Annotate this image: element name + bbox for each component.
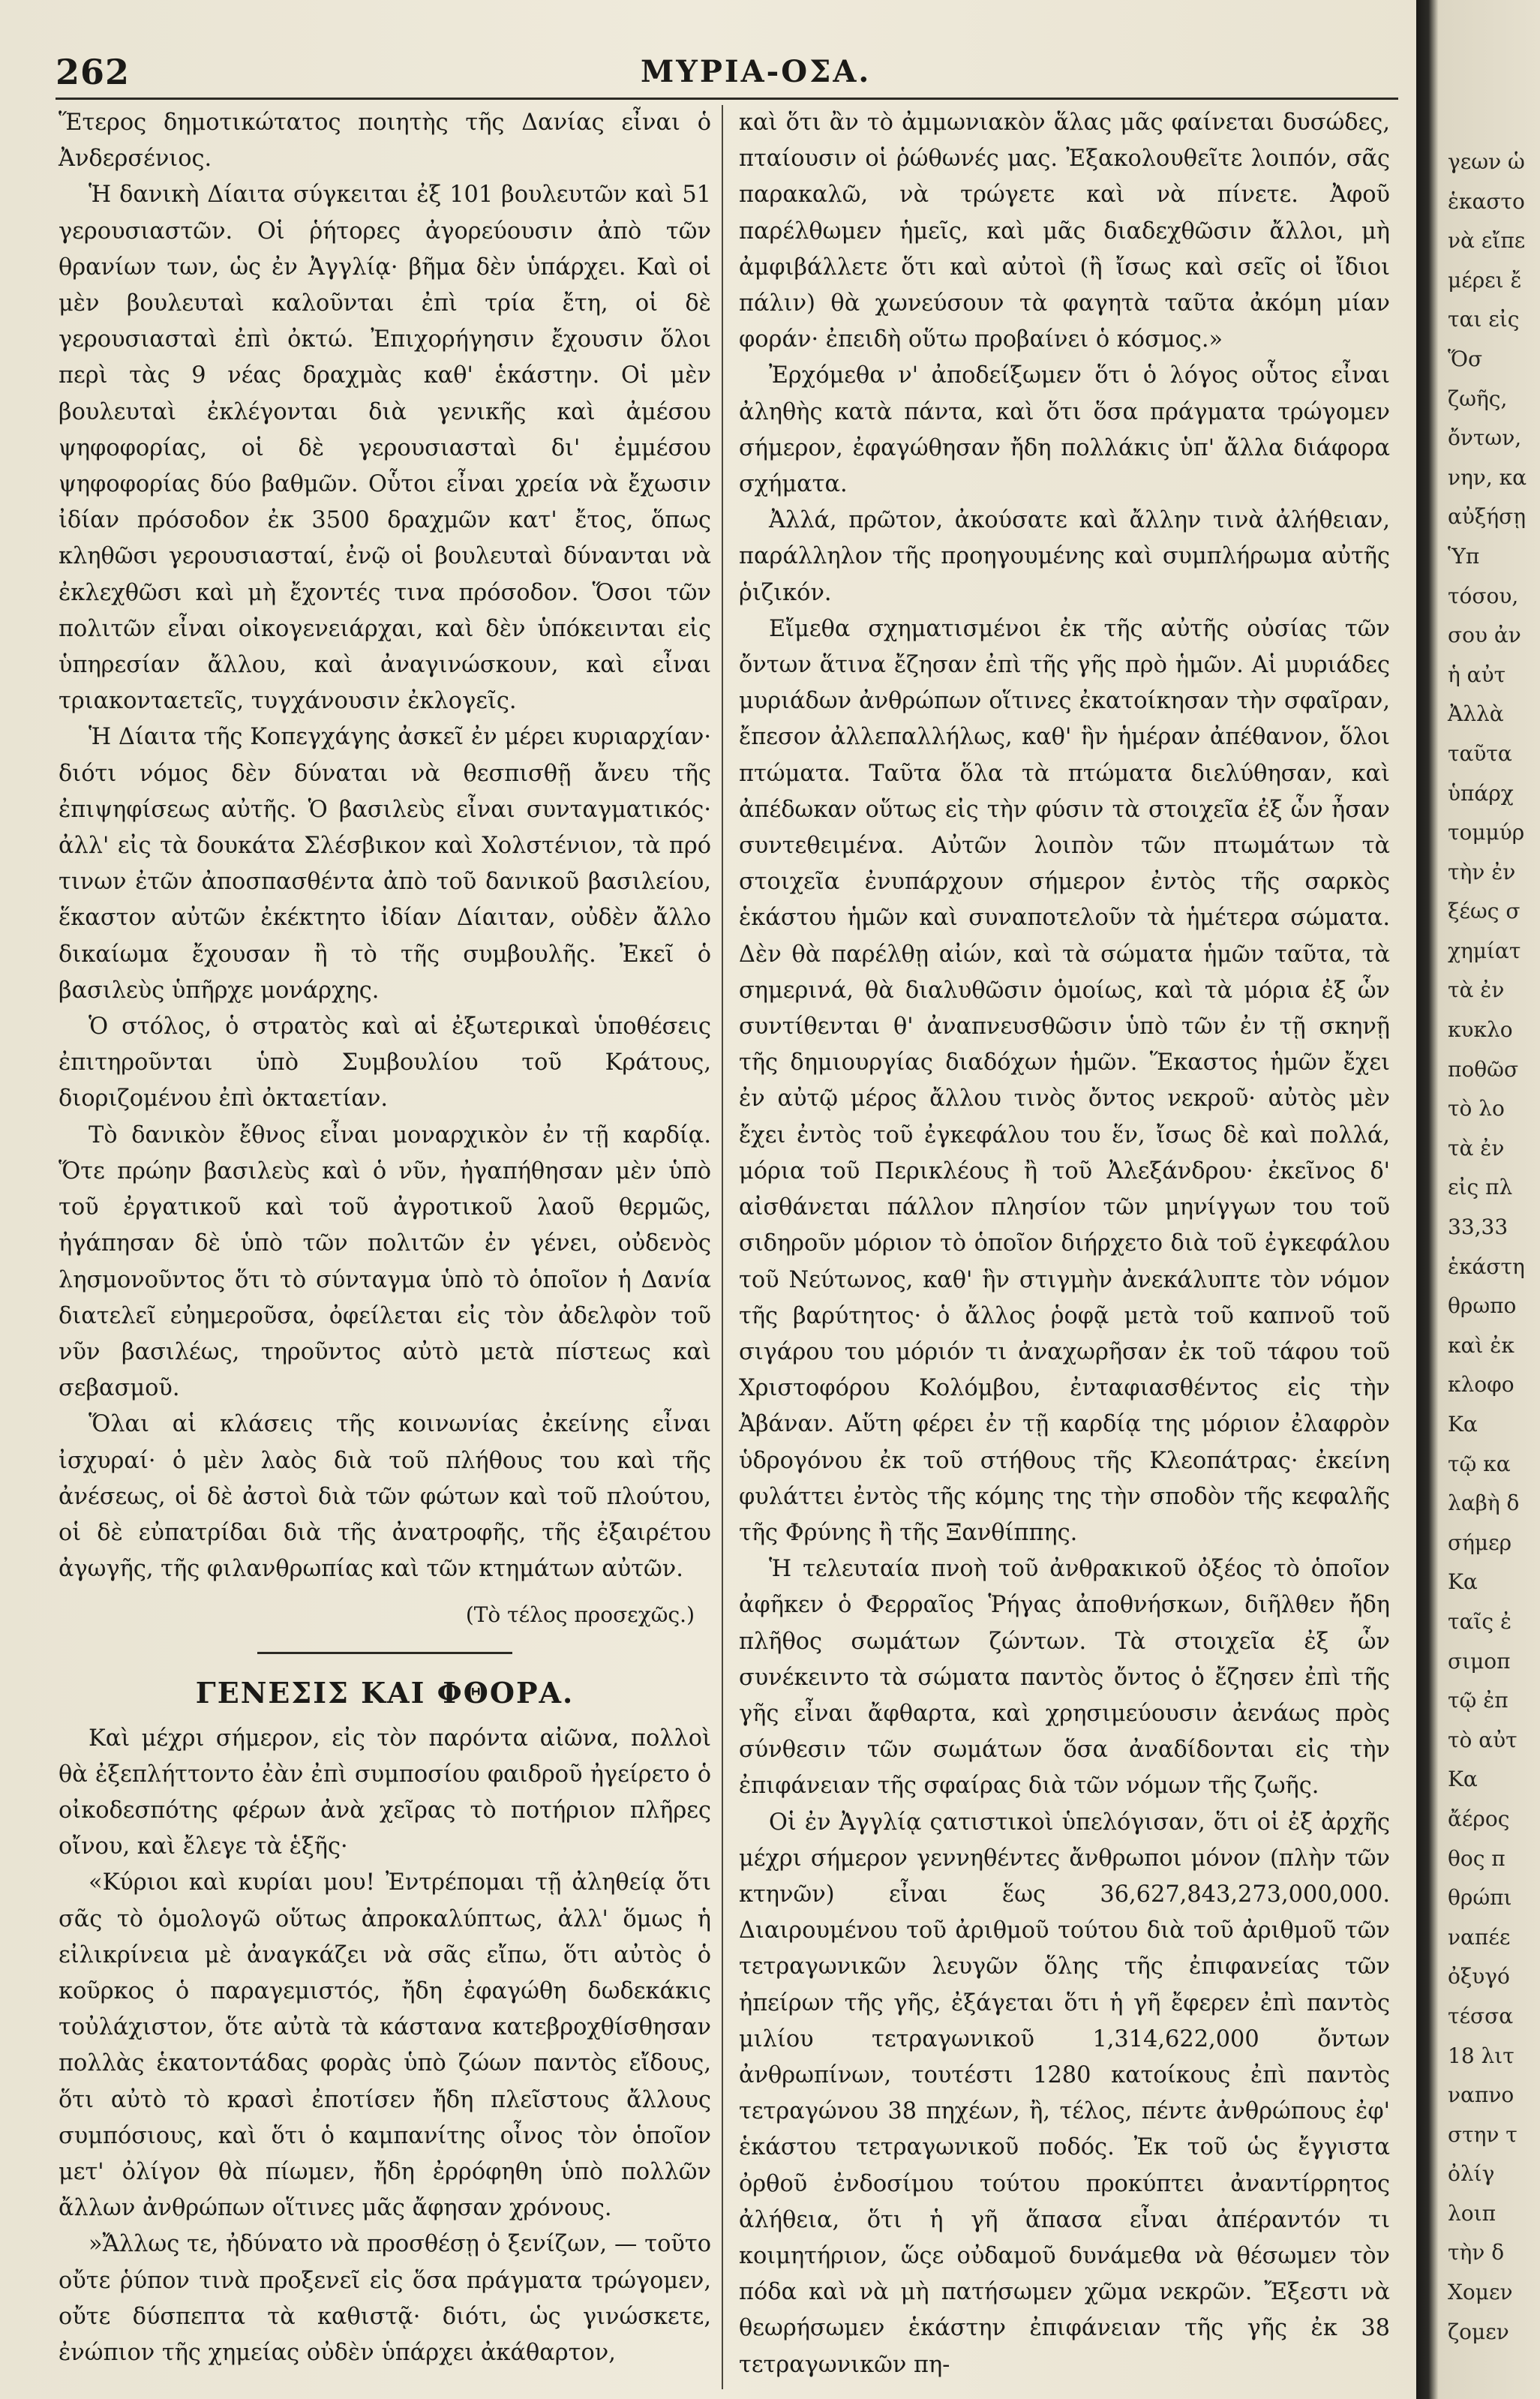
paragraph: Καὶ μέχρι σήμερον, εἰς τὸν παρόντα αἰῶνα, πολλοὶ θὰ ἐξεπλήττοντο ἐὰν ἐπὶ συμποσίου φαιδροῦ ἠγείρετο ὁ οἰκοδεσπότης φέρων ἀνὰ χεῖρας τὸ ποτήριον πλῆρες οἴνου, καὶ ἔλεγε τὰ ἑξῆς· xyxy=(59,1725,711,1860)
facing-page-fragment: γεων ὡ xyxy=(1448,149,1525,174)
facing-page-fragment: θρώπι xyxy=(1448,1885,1512,1911)
facing-page-fragment: Ὑπ xyxy=(1448,543,1480,569)
facing-page-fragment: ὀξυγό xyxy=(1448,1964,1510,1989)
page-number: 262 xyxy=(56,52,131,92)
section-title: ΓΕΝΕΣΙΣ ΚΑΙ ΦΘΟΡΑ. xyxy=(195,1676,575,1710)
facing-page-fragment: τέσσα xyxy=(1448,2003,1514,2028)
facing-page-fragment: Κα xyxy=(1448,1569,1478,1595)
facing-page-fragment: θρωπο xyxy=(1448,1293,1517,1319)
facing-page-fragment: νὰ εἴπε xyxy=(1448,228,1526,254)
paragraph: Ἡ τελευταία πνοὴ τοῦ ἀνθρακικοῦ ὀξέος τὸ ὁποῖον ἀφῆκεν ὁ Φερραῖος Ῥήγας ἀποθνήσκων, διῆλθεν ἤδη πλῆθος σωμάτων ζώντων. Τὰ στοιχεῖα ἐξ ὧν συνέκειντο τὰ σώματα παντὸς ὄντος ὁ ἔζησεν ἐπὶ τῆς γῆς εἶναι ἄφθαρτα, καὶ χρησιμεύουσιν ἀενάως πρὸς σύνθεσιν τῶν σωμάτων ὅσα ἀναδίδονται εἰς τὴν ἐπιφάνειαν τῆς σφαίρας διὰ τῶν νόμων τῆς ζωῆς. xyxy=(739,1556,1390,1800)
header-rule xyxy=(56,98,1398,100)
page-header xyxy=(56,50,1391,95)
running-head: ΜΥΡΙΑ-ΟΣΑ. xyxy=(641,54,872,89)
facing-page-fragment: τὴν ἐν xyxy=(1448,859,1516,884)
facing-page-fragment: ταῖς ἐ xyxy=(1448,1608,1511,1634)
facing-page-fragment: ξέως σ xyxy=(1448,899,1520,924)
facing-page-fragment: ἡ αὐτ xyxy=(1448,662,1506,687)
facing-page-fragment: τὰ ἐν xyxy=(1448,977,1505,1003)
paragraph: «Κύριοι καὶ κυρίαι μου! Ἐντρέπομαι τῇ ἀληθείᾳ ὅτι σᾶς τὸ ὁμολογῶ οὕτως ἀπροκαλύπτως, ἀλλ' ὅμως ἡ εἰλικρίνεια μὲ ἀναγκάζει νὰ σᾶς εἴπω, ὅτι αὐτὸς ὁ κοῦρκος ὁ παραγεμιστός, ἤδη ἐφαγώθη δωδεκάκις τοὐλάχιστον, ὅτε αὐτὰ τὰ κάστανα κατεβροχθίσθησαν πολλὰς ἑκατοντάδας φορὰς ὑπὸ ζώων παντὸς εἴδους, ὅτι αὐτὸ τὸ κρασὶ ἐποτίσεν ἤδη πλεῖστους ἄλλους συμπόσιους, καὶ ὅτι ὁ καμπανίτης οἶνος τὸν ὁποῖον μετ' ὀλίγον θὰ πίωμεν, ἤδη ἐρρόφηθη ὑπὸ πολλῶν ἄλλων ἀνθρώπων οἵτινες μᾶς ἄφησαν χρόνους. xyxy=(59,1869,711,2222)
facing-page-fragment: 18 λιτ xyxy=(1448,2043,1514,2068)
facing-page-fragment: αὐξήσῃ xyxy=(1448,504,1526,530)
facing-page-fragment: καὶ ἐκ xyxy=(1448,1332,1514,1358)
continued-note: (Τὸ τέλος προσεχῶς.) xyxy=(465,1602,695,1628)
left-column xyxy=(59,105,711,2371)
column-divider xyxy=(722,105,723,2389)
right-column xyxy=(739,105,1390,2383)
facing-page-fragment: ὑπάρχ xyxy=(1448,780,1514,806)
facing-page-fragment: σιμοπ xyxy=(1448,1648,1511,1674)
facing-page-fragment: τομμύρ xyxy=(1448,820,1525,845)
facing-page-fragment: κυκλο xyxy=(1448,1017,1513,1043)
facing-page-fragment: ὄντων, xyxy=(1448,425,1522,451)
facing-page-fragment: 33,33 xyxy=(1448,1215,1508,1240)
facing-page-fragment: ται εἰς xyxy=(1448,307,1520,332)
facing-page-fragment: χημίατ xyxy=(1448,938,1521,963)
facing-page-fragment: Χομεν xyxy=(1448,2280,1513,2305)
facing-page-fragment: τὴν δ xyxy=(1448,2240,1505,2265)
facing-page-fragment: λαβὴ δ xyxy=(1448,1491,1520,1516)
facing-page-fragment: ἄέρος xyxy=(1448,1806,1510,1831)
paragraph: Ἀλλά, πρῶτον, ἀκούσατε καὶ ἄλλην τινὰ ἀλήθειαν, παράλληλον τῆς προηγουμένης καὶ συμπλήρωμα αὐτῆς ῥιζικόν. xyxy=(739,507,1390,606)
paragraph: καὶ ὅτι ἂν τὸ ἀμμωνιακὸν ἅλας μᾶς φαίνεται δυσώδες, πταίουσιν οἱ ῥώθωνές μας. Ἐξακολουθεῖτε λοιπόν, σᾶς παρακαλῶ, νὰ τρώγετε καὶ νὰ πίνετε. Ἀφοῦ παρέλθωμεν ἡμεῖς, καὶ μᾶς διαδεχθῶσιν ἄλλοι, μὴ ἀμφιβάλλετε ὅτι καὶ αὐτοὶ (ἢ ἴσως καὶ σεῖς οἱ ἴδιοι πάλιν) θὰ χωνεύσουν τὰ φαγητὰ ταῦτα ἀκόμη μίαν φοράν· ἐπειδὴ οὕτω προβαίνει ὁ κόσμος.» xyxy=(739,110,1390,353)
facing-page-fragment: ἑκάστη xyxy=(1448,1254,1525,1279)
facing-page-fragment: ποθῶσ xyxy=(1448,1056,1519,1082)
paragraph: Ὅλαι αἱ κλάσεις τῆς κοινωνίας ἐκείνης εἶναι ἰσχυραί· ὁ μὲν λαὸς διὰ τοῦ πλήθους του καὶ τῆς ἀνέσεως, οἱ δὲ ἀστοὶ διὰ τῶν φώτων καὶ τοῦ πλούτου, οἱ δὲ εὐπατρίδαι διὰ τῆς ἀνατροφῆς, τῆς ἐξαιρέτου ἀγωγῆς, τῆς φιλανθρωπίας καὶ τῶν κτημάτων αὐτῶν. xyxy=(59,1411,711,1583)
facing-page-fragment: ὀλίγ xyxy=(1448,2161,1495,2187)
facing-page-fragment: θος π xyxy=(1448,1845,1505,1871)
paragraph: »Ἄλλως τε, ἠδύνατο νὰ προσθέσῃ ὁ ξενίζων, — τοῦτο οὔτε ῥύπον τινὰ προξενεῖ εἰς ὅσα πράγματα τρώγομεν, οὔτε δύσπεπτα τὰ καθιστᾷ· διότι, ὡς γινώσκετε, ἐνώπιον τῆς χημείας οὐδὲν ὑπάρχει ἀκάθαρτον, xyxy=(59,2231,711,2366)
facing-page-fragment: τῷ κα xyxy=(1448,1451,1511,1476)
facing-page-fragment: ζωῆς, xyxy=(1448,386,1508,411)
facing-page-fragment: Κα xyxy=(1448,1412,1478,1437)
facing-page-fragment: ταῦτα xyxy=(1448,740,1512,766)
section-divider xyxy=(257,1652,512,1654)
facing-page-fragment: τόσου, xyxy=(1448,583,1519,608)
facing-page-fragment: νην, κα xyxy=(1448,464,1527,490)
paragraph: Εἴμεθα σχηματισμένοι ἐκ τῆς αὐτῆς οὐσίας τῶν ὄντων ἅτινα ἔζησαν ἐπὶ τῆς γῆς πρὸ ἡμῶν. Αἱ μυριάδες μυριάδων ἀνθρώπων οἵτινες ἐκατοίκησαν τὴν σφαῖραν, ἔπεσον ἀλλεπαλλήλως, καθ' ἣν ἡμέραν ἀπέθανον, ὅλοι πτώματα. Ταῦτα ὅλα τὰ πτώματα διελύθησαν, καὶ ἀπέδωκαν οὕτως εἰς τὴν φύσιν τὰ στοιχεῖα ἐξ ὧν ἦσαν συντεθειμένα. Αὐτῶν λοιπὸν τῶν πτωμάτων τὰ στοιχεῖα ἐνυπάρχουν σήμερον ἐντὸς τῆς σαρκὸς ἑκάστου ἡμῶν καὶ συναποτελοῦν τὰ ἡμέτερα σώματα. Δὲν θὰ παρέλθῃ αἰών, καὶ τὰ σώματα ἡμῶν ταῦτα, τὰ σημερινά, θὰ διαλυθῶσιν ὁμοίως, καὶ τὰ μόρια ἐξ ὧν συντίθενται θ' ἀναπνευσθῶσιν ὑπὸ τῶν ἐν τῇ σκηνῇ τῆς δημιουργίας διαδόχων ἡμῶν. Ἕκαστος ἡμῶν ἔχει ἐν αὐτῷ μέρος ἄλλου τινὸς ὄντος νεκροῦ· αὐτὸς μὲν ἔχει ἐντὸς τοῦ ἐγκεφάλου του ἕν, ἴσως δὲ καὶ πολλά, μόρια τοῦ Περικλέους ἢ τοῦ Ἀλεξάνδρου· ἐκεῖνος δ' αἰσθάνεται πάλλον πλησίον τῶν μηνίγγων του τοῦ σιδηροῦν μόριον τὸ ὁποῖον διήρχετο διὰ τοῦ ἐγκεφάλου τοῦ Νεύτωνος, καθ' ἣν στιγμὴν ἀνεκάλυπτε τὸν νόμον τῆς βαρύτητος· ὁ ἄλλος ῥοφᾷ μετὰ τοῦ καπνοῦ τοῦ σιγάρου του μόριόν τι ἀναχωρῆσαν ἐκ τοῦ τάφου τοῦ Χριστοφόρου Κολόμβου, ἐνταφιασθέντος εἰς τὴν Ἀβάναν. Αὕτη φέρει ἐν τῇ καρδίᾳ της μόριον ἐλαφρὸν ὑδρογόνου ἐκ τοῦ στήθους τῆς Κλεοπάτρας· ἐκείνη φυλάττει ἐντὸς τῆς κόμης της τὴν σποδὸν τῆς κεφαλῆς τῆς Φρύνης ἢ τῆς Ξανθίππης. xyxy=(739,615,1390,1546)
paragraph: Οἱ ἐν Ἀγγλίᾳ ςατιστικοὶ ὑπελόγισαν, ὅτι οἱ ἐξ ἀρχῆς μέχρι σήμερον γεννηθέντες ἄνθρωποι μόνον (πλὴν τῶν κτηνῶν) εἶναι ἕως 36,627,843,273,000,000. Διαιρουμένου τοῦ ἀριθμοῦ τούτου διὰ τοῦ ἀριθμοῦ τῶν τετραγωνικῶν λευγῶν ὅλης τῆς ἐπιφανείας τῶν ἠπείρων τῆς γῆς, ἐξάγεται ὅτι ἡ γῆ ἔφερεν ἐπὶ παντὸς μιλίου τετραγωνικοῦ 1,314,622,000 ὄντων ἀνθρωπίνων, τουτέστι 1280 κατοίκους ἐπὶ παντὸς τετραγώνου 38 πηχέων, ἢ, τέλος, πέντε ἀνθρώπους ἐφ' ἑκάστου τετραγωνικοῦ ποδός. Ἐκ τοῦ ὡς ἔγγιστα ὀρθοῦ ἐνδοσίμου τούτου προκύπτει ἀναντίρρητος ἀλήθεια, ὅτι ἡ γῆ ἅπασα εἶναι ἀπέραντόν τι κοιμητήριον, ὥςε οὐδαμοῦ δυνάμεθα νὰ θέσωμεν τὸν πόδα καὶ νὰ μὴ πατήσωμεν χῶμα νεκρῶν. Ἔξεστι νὰ θεωρήσωμεν ἑκάστην ἐπιφάνειαν τῆς γῆς ἐκ 38 τετραγωνικῶν πη- xyxy=(739,1809,1390,2378)
facing-page-fragment: ζομεν xyxy=(1448,2319,1509,2344)
paragraph: Ἐρχόμεθα ν' ἀποδείξωμεν ὅτι ὁ λόγος οὗτος εἶναι ἀληθὴς κατὰ πάντα, καὶ ὅτι ὅσα πράγματα τρώγομεν σήμερον, ἐφαγώθησαν ἤδη πολλάκις ὑπ' ἄλλα διάφορα σχήματα. xyxy=(739,362,1390,498)
facing-page-fragment: λοιπ xyxy=(1448,2200,1496,2226)
facing-page-fragment: τὸ λο xyxy=(1448,1096,1505,1121)
facing-page-fragment: μέρει ἔ xyxy=(1448,267,1522,293)
paragraph: Τὸ δανικὸν ἔθνος εἶναι μοναρχικὸν ἐν τῇ καρδίᾳ. Ὅτε πρώην βασιλεὺς καὶ ὁ νῦν, ἠγαπήθησαν μὲν ὑπὸ τοῦ ἐργατικοῦ καὶ τοῦ ἀγροτικοῦ λαοῦ θερμῶς, ἠγάπησαν δὲ ὑπὸ τῶν πολιτῶν ἐν γένει, οὐδενὸς λησμονοῦντος ὅτι τὸ σύνταγμα ὑπὸ τὸ ὁποῖον ἡ Δανία διατελεῖ εὐημεροῦσα, ὀφείλεται εἰς τὸν ἀδελφὸν τοῦ νῦν βασιλέως, τηροῦντος αὐτὸ μετὰ πίστεως καὶ σεβασμοῦ. xyxy=(59,1121,711,1402)
facing-page-fragment: κλοφο xyxy=(1448,1372,1514,1398)
facing-page-fragment: τὸ αὐτ xyxy=(1448,1727,1517,1752)
facing-page-fragment: ναπνο xyxy=(1448,2082,1514,2108)
facing-page-edge xyxy=(1416,0,1540,2399)
paragraph: Ἡ δανικὴ Δίαιτα σύγκειται ἐξ 101 βουλευτῶν καὶ 51 γερουσιαστῶν. Οἱ ῥήτορες ἀγορεύουσιν ἀπὸ τῶν θρανίων των, ὡς ἐν Ἀγγλίᾳ· βῆμα δὲν ὑπάρχει. Καὶ οἱ μὲν βουλευταὶ καλοῦνται ἐπὶ τρία ἔτη, οἱ δὲ γερουσιασταὶ ἐπὶ ὀκτώ. Ἐπιχορήγησιν ἔχουσιν ὅλοι περὶ τὰς 9 νέας δραχμὰς καθ' ἑκάστην. Οἱ μὲν βουλευταὶ ἐκλέγονται διὰ γενικῆς καὶ ἀμέσου ψηφοφορίας, οἱ δὲ γερουσιασταὶ δι' ἐμμέσου ψηφοφορίας δύο βαθμῶν. Οὗτοι εἶναι χρεία νὰ ἔχωσιν ἰδίαν πρόσοδον ἐκ 3500 δραχμῶν κατ' ἔτος, ὅπως κληθῶσι γερουσιασταί, ἐνῷ οἱ βουλευταὶ δύνανται νὰ ἐκλεχθῶσι καὶ μὴ ἔχοντές τινα πρόσοδον. Ὅσοι τῶν πολιτῶν εἶναι οἰκογενειάρχαι, καὶ δὲν ὑπόκεινται εἰς ὑπηρεσίαν ἄλλου, καὶ ἀναγινώσκουν, καὶ εἶναι τριακονταετεῖς, τυγχάνουσιν ἐκλογεῖς. xyxy=(59,182,711,715)
facing-page-fragment: εἰς πλ xyxy=(1448,1175,1513,1200)
facing-page-fragment: Ὅσ xyxy=(1448,346,1483,371)
facing-page-fragment: τὰ ἐν xyxy=(1448,1135,1505,1160)
facing-page-fragment: στην τ xyxy=(1448,2121,1517,2147)
facing-page-fragment: Ἀλλὰ xyxy=(1448,701,1504,727)
facing-page-fragment: ἑκαστο xyxy=(1448,188,1525,214)
facing-page-fragment: τῷ ἐπ xyxy=(1448,1688,1508,1713)
paragraph: Ἕτερος δημοτικώτατος ποιητὴς τῆς Δανίας εἶναι ὁ Ἀνδερσένιος. xyxy=(59,110,711,173)
facing-page-fragment: ναπέε xyxy=(1448,1924,1511,1950)
paragraph: Ὁ στόλος, ὁ στρατὸς καὶ αἱ ἐξωτερικαὶ ὑποθέσεις ἐπιτηροῦνται ὑπὸ Συμβουλίου τοῦ Κράτους, διοριζομένου ἐπὶ ὀκταετίαν. xyxy=(59,1013,711,1112)
facing-page-text xyxy=(1448,143,1538,2352)
paragraph: Ἡ Δίαιτα τῆς Κοπεγχάγης ἀσκεῖ ἐν μέρει κυριαρχίαν· διότι νόμος δὲν δύναται νὰ θεσπισθῇ ἄνευ τῆς ἐπιψηφίσεως αὐτῆς. Ὁ βασιλεὺς εἶναι συνταγματικός· ἀλλ' εἰς τὰ δουκάτα Σλέσβικον καὶ Χολστένιον, τὰ πρό τινων ἐτῶν ἀποσπασθέντα ἀπὸ τοῦ δανικοῦ βασιλείου, ἕκαστον αὐτῶν ἐκέκτητο ἰδίαν Δίαιταν, οὐδὲν ἄλλο δικαίωμα ἔχουσαν ἢ τὸ τῆς συμβουλῆς. Ἐκεῖ ὁ βασιλεὺς ὑπῆρχε μονάρχης. xyxy=(59,724,711,1004)
facing-page-fragment: σου ἀν xyxy=(1448,623,1521,648)
facing-page-fragment: σήμερ xyxy=(1448,1530,1512,1555)
facing-page-fragment: Κα xyxy=(1448,1767,1478,1792)
